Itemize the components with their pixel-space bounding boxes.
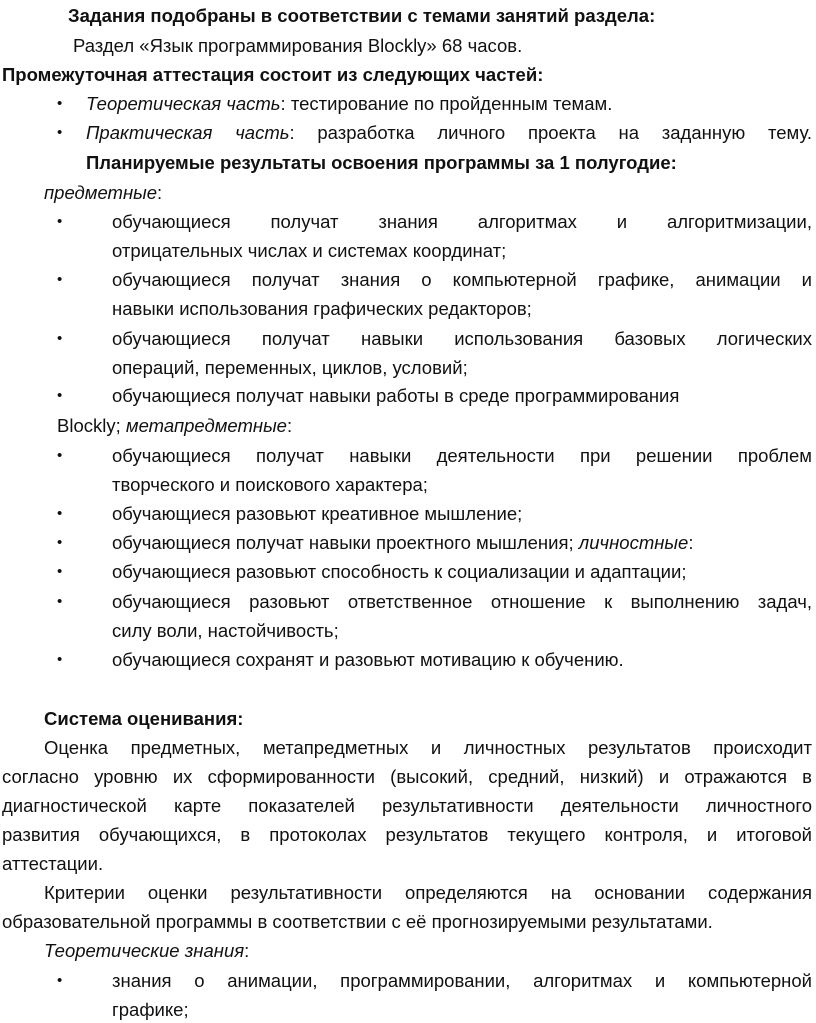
paragraph-line: согласно уровню их сформированности (высокий, средний, низкий) и отражаются в — [2, 766, 812, 787]
list-item: знания о анимации, программировании, алгоритмах и компьютерной — [112, 970, 812, 991]
bullet-marker: • — [57, 387, 63, 404]
list-item: обучающиеся получат навыки проектного мышления; личностные: — [112, 532, 694, 553]
list-item: обучающиеся сохранят и разовьют мотивацию к обучению. — [112, 649, 624, 670]
part-theory: Теоретическая часть: тестирование по пройденным темам. — [86, 93, 613, 114]
heading-attestation: Промежуточная аттестация состоит из следующих частей: — [2, 64, 544, 85]
section-line: Раздел «Язык программирования Blockly» 68 часов. — [73, 35, 523, 56]
bullet-marker: • — [57, 651, 63, 668]
list-item-cont: отрицательных числах и системах координат; — [112, 240, 507, 261]
bullet-marker: • — [57, 447, 63, 464]
part-practice: Практическая часть: разработка личного проекта на заданную тему. — [86, 122, 812, 143]
theory-label: Теоретические знания: — [44, 940, 250, 961]
list-item-cont: графике; — [112, 999, 189, 1020]
bullet-marker: • — [57, 593, 63, 610]
list-item: обучающиеся разовьют способность к социализации и адаптации; — [112, 561, 687, 582]
bullet-marker: • — [57, 213, 63, 230]
bullet-marker: • — [57, 534, 63, 551]
paragraph-line: диагностической карте показателей результативности деятельности личностного — [2, 795, 812, 816]
list-item: обучающиеся получат знания о компьютерной графике, анимации и — [112, 269, 812, 290]
subject-label: предметные: — [44, 182, 163, 203]
list-item: обучающиеся получат навыки работы в среде программирования — [112, 385, 680, 406]
bullet-marker: • — [57, 95, 63, 112]
heading-evaluation: Система оценивания: — [44, 708, 244, 729]
paragraph-line: развития обучающихся, в протоколах результатов текущего контроля, и итоговой — [2, 824, 812, 845]
list-item: обучающиеся получат навыки деятельности при решении проблем — [112, 445, 812, 466]
bullet-marker: • — [57, 330, 63, 347]
heading-tasks: Задания подобраны в соответствии с темами занятий раздела: — [68, 5, 656, 26]
paragraph-line: Оценка предметных, метапредметных и личностных результатов происходит — [44, 737, 812, 758]
heading-results: Планируемые результаты освоения программы за 1 полугодие: — [86, 152, 677, 173]
paragraph-line: образовательной программы в соответствии с её прогнозируемыми результатами. — [2, 911, 713, 932]
paragraph-line: аттестации. — [2, 853, 104, 874]
list-item: обучающиеся получат навыки использования базовых логических — [112, 328, 812, 349]
list-item-cont: навыки использования графических редакторов; — [112, 298, 532, 319]
list-item: обучающиеся разовьют креативное мышление; — [112, 503, 523, 524]
bullet-marker: • — [57, 124, 63, 141]
meta-label-line: Blockly; метапредметные: — [57, 415, 293, 436]
list-item-cont: творческого и поискового характера; — [112, 474, 428, 495]
list-item-cont: силу воли, настойчивость; — [112, 620, 339, 641]
bullet-marker: • — [57, 563, 63, 580]
bullet-marker: • — [57, 972, 63, 989]
list-item-cont: операций, переменных, циклов, условий; — [112, 357, 468, 378]
bullet-marker: • — [57, 505, 63, 522]
list-item: обучающиеся разовьют ответственное отношение к выполнению задач, — [112, 591, 812, 612]
bullet-marker: • — [57, 271, 63, 288]
paragraph-line: Критерии оценки результативности определяются на основании содержания — [44, 882, 812, 903]
list-item: обучающиеся получат знания алгоритмах и алгоритмизации, — [112, 211, 812, 232]
